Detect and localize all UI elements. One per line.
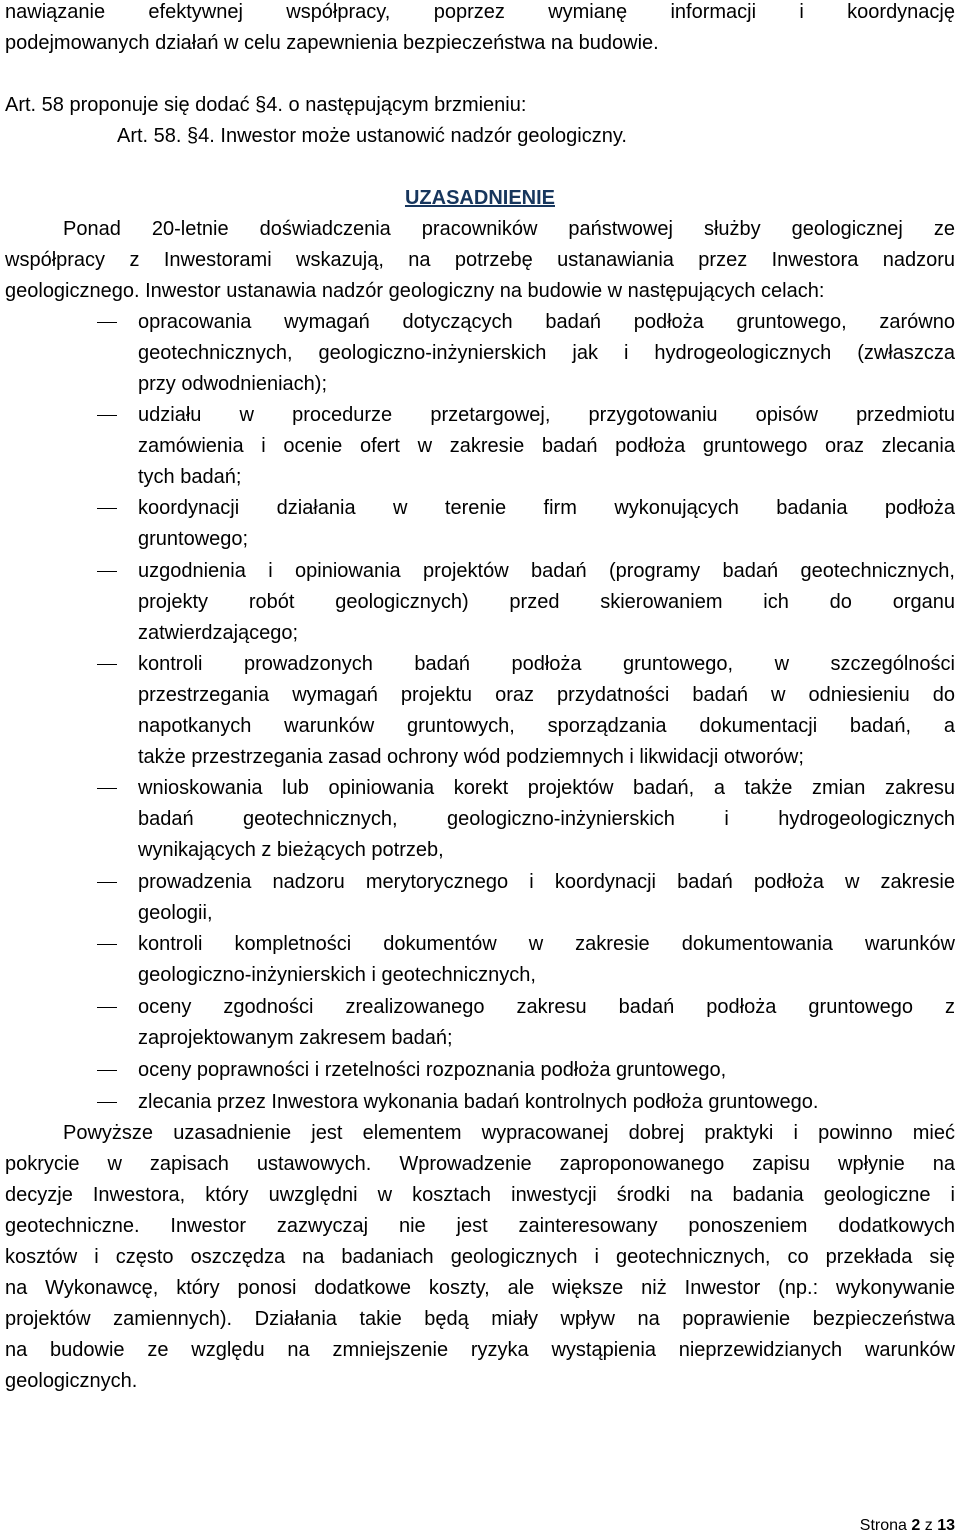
page-total: 13 (937, 1517, 955, 1534)
list-item-line: zamówienia i ocenie ofert w zakresie badań podłoża gruntowego oraz zlecania (138, 435, 955, 457)
list-item-line: także przestrzegania zasad ochrony wód podziemnych i likwidacji otworów; (138, 746, 804, 768)
justification-line-3: geologicznego. Inwestor ustanawia nadzór geologiczny na budowie w następujących celach: (5, 280, 825, 302)
intro-line-1: nawiązanie efektywnej współpracy, poprzez wymianę informacji i koordynację (5, 1, 955, 23)
list-dash (97, 664, 117, 665)
list-item-line: zatwierdzającego; (138, 622, 299, 644)
list-item-line: wynikających z bieżących potrzeb, (138, 839, 444, 861)
list-item-line: geologii, (138, 902, 213, 924)
list-dash (97, 1102, 117, 1103)
list-item-line: przy odwodnieniach); (138, 373, 327, 395)
page-separator: z (924, 1517, 933, 1534)
list-dash (97, 508, 117, 509)
list-item-line: projekty robót geologicznych) przed skierowaniem ich do organu (138, 591, 955, 613)
closing-line: pokrycie w zapisach ustawowych. Wprowadzenie zaproponowanego zapisu wpłynie na (5, 1153, 955, 1175)
closing-line: na budowie ze względu na zmniejszenie ryzyka wystąpienia nieprzewidzianych warunków (5, 1339, 955, 1361)
list-item-line: zlecania przez Inwestora wykonania badań kontrolnych podłoża gruntowego. (138, 1091, 819, 1113)
closing-line-1: Powyższe uzasadnienie jest elementem wypracowanej dobrej praktyki i powinno mieć (63, 1122, 955, 1144)
list-item-line: kontroli kompletności dokumentów w zakresie dokumentowania warunków (138, 933, 955, 955)
intro-line-2: podejmowanych działań w celu zapewnienia bezpieczeństwa na budowie. (5, 32, 659, 54)
list-item-line: zaprojektowanym zakresem badań; (138, 1027, 453, 1049)
list-item-line: napotkanych warunków gruntowych, sporządzania dokumentacji badań, a (138, 715, 955, 737)
justification-line-1: Ponad 20-letnie doświadczenia pracowników państwowej służby geologicznej ze (63, 218, 955, 240)
list-item-line: udziału w procedurze przetargowej, przygotowaniu opisów przedmiotu (138, 404, 955, 426)
list-item-line: przestrzegania wymagań projektu oraz przydatności badań w odniesieniu do (138, 684, 955, 706)
list-item-line: koordynacji działania w terenie firm wykonujących badania podłoża (138, 497, 955, 519)
list-item-line: geotechnicznych, geologiczno-inżynierskich jak i hydrogeologicznych (zwłaszcza (138, 342, 955, 364)
list-dash (97, 571, 117, 572)
list-item-line: prowadzenia nadzoru merytorycznego i koordynacji badań podłoża w zakresie (138, 871, 955, 893)
closing-line: decyzje Inwestora, który uwzględni w kosztach inwestycji środki na badania geologiczne i (5, 1184, 955, 1206)
proposal-line: Art. 58 proponuje się dodać §4. o następującym brzmieniu: (5, 94, 527, 116)
justification-line-2: współpracy z Inwestorami wskazują, na potrzebę ustanawiania przez Inwestora nadzoru (5, 249, 955, 271)
closing-line: geotechniczne. Inwestor zazwyczaj nie jest zainteresowany ponoszeniem dodatkowych (5, 1215, 955, 1237)
list-dash (97, 1070, 117, 1071)
list-item-line: oceny zgodności zrealizowanego zakresu badań podłoża gruntowego z (138, 996, 955, 1018)
list-item-line: opracowania wymagań dotyczących badań podłoża gruntowego, zarówno (138, 311, 955, 333)
list-dash (97, 944, 117, 945)
list-dash (97, 322, 117, 323)
list-item-line: geologiczno-inżynierskich i geotechnicznych, (138, 964, 536, 986)
closing-line: projektów zamiennych). Działania takie będą miały wpływ na poprawienie bezpieczeństwa (5, 1308, 955, 1330)
list-item-line: kontroli prowadzonych badań podłoża gruntowego, w szczególności (138, 653, 955, 675)
list-item-line: badań geotechnicznych, geologiczno-inżynierskich i hydrogeologicznych (138, 808, 955, 830)
list-item-line: wnioskowania lub opiniowania korekt projektów badań, a także zmian zakresu (138, 777, 955, 799)
page-current: 2 (911, 1517, 921, 1534)
list-item-line: oceny poprawności i rzetelności rozpoznania podłoża gruntowego, (138, 1059, 727, 1081)
page-label: Strona (859, 1517, 907, 1534)
list-item-line: tych badań; (138, 466, 242, 488)
closing-line: kosztów i często oszczędza na badaniach geologicznych i geotechnicznych, co przekłada się (5, 1246, 955, 1268)
list-dash (97, 415, 117, 416)
list-dash (97, 882, 117, 883)
list-item-line: uzgodnienia i opiniowania projektów badań (programy badań geotechnicznych, (138, 560, 955, 582)
list-item-line: gruntowego; (138, 528, 249, 550)
page-number (860, 1516, 955, 1536)
closing-line-last: geologicznych. (5, 1370, 138, 1392)
list-dash (97, 1007, 117, 1008)
section-heading: UZASADNIENIE (404, 187, 555, 209)
closing-line: na Wykonawcę, który ponosi dodatkowe koszty, ale większe niż Inwestor (np.: wykonywanie (5, 1277, 955, 1299)
list-dash (97, 788, 117, 789)
article-text: Art. 58. §4. Inwestor może ustanowić nadzór geologiczny. (117, 125, 627, 147)
